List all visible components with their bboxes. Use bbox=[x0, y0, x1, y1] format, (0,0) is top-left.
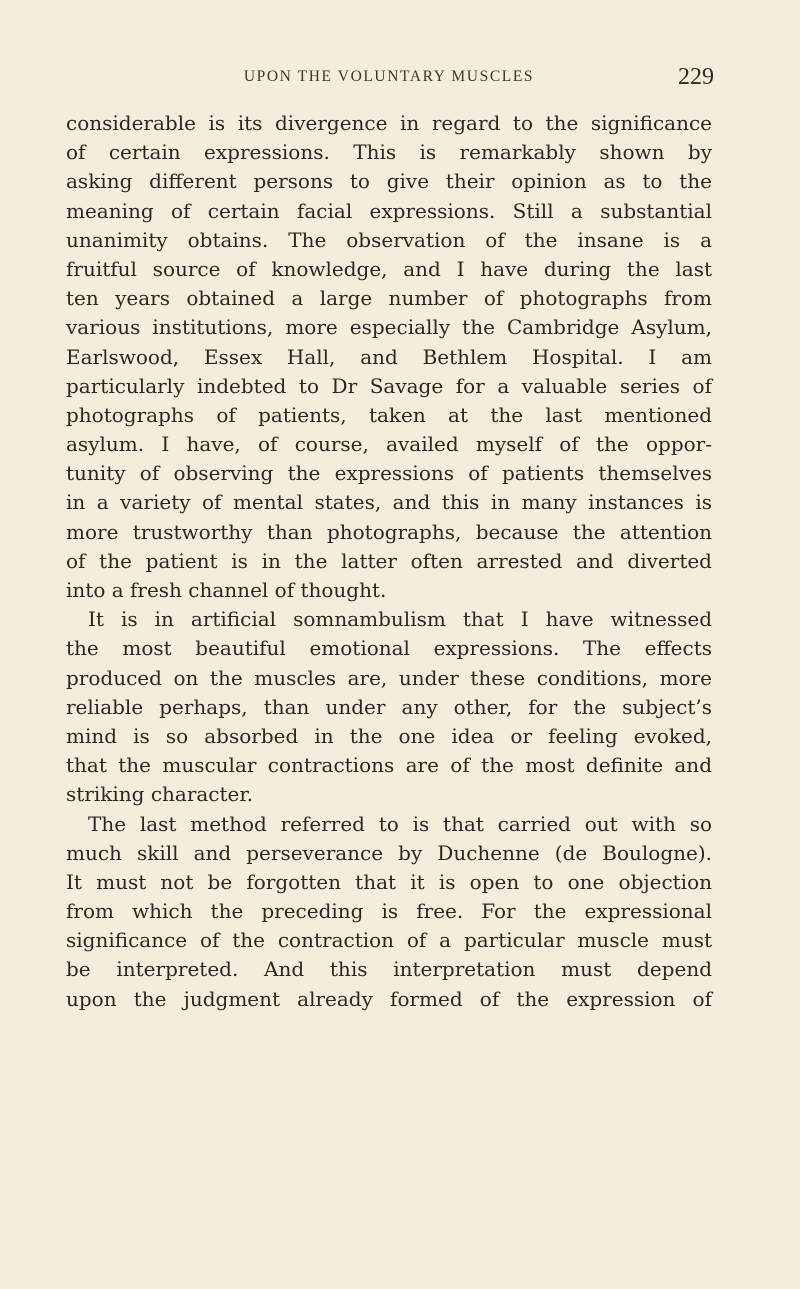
text-line: reliable perhaps, than under any other, for the subject’s bbox=[66, 694, 712, 719]
text-line: photographs of patients, taken at the last mentioned bbox=[66, 402, 712, 427]
text-line: much skill and perseverance by Duchenne (de Boulogne). bbox=[66, 840, 712, 865]
text-line-paragraph-end: into a fresh channel of thought. bbox=[66, 578, 387, 602]
text-line: more trustworthy than photographs, because the attention bbox=[66, 519, 712, 544]
text-line: of the patient is in the latter often arrested and diverted bbox=[66, 548, 712, 573]
text-line: upon the judgment already formed of the expression of bbox=[66, 986, 712, 1011]
text-line: particularly indebted to Dr Savage for a valuable series of bbox=[66, 373, 712, 398]
body-text bbox=[66, 109, 712, 1014]
text-line-paragraph-start: The last method referred to is that carried out with so bbox=[88, 811, 712, 836]
text-line: the most beautiful emotional expressions. The effects bbox=[66, 636, 712, 661]
text-line: considerable is its divergence in regard to the significance bbox=[66, 111, 712, 135]
page-number: 229 bbox=[678, 64, 714, 90]
text-line: mind is so absorbed in the one idea or feeling evoked, bbox=[66, 723, 712, 748]
text-line-paragraph-start: It is in artificial somnambulism that I have witnessed bbox=[88, 607, 712, 632]
running-title: UPON THE VOLUNTARY MUSCLES bbox=[243, 68, 535, 85]
text-line: Earlswood, Essex Hall, and Bethlem Hospital. I am bbox=[66, 344, 712, 369]
text-line: various institutions, more especially the Cambridge Asylum, bbox=[66, 315, 712, 340]
text-line: from which the preceding is free. For the expressional bbox=[66, 899, 712, 924]
text-line: significance of the contraction of a particular muscle must bbox=[66, 928, 712, 953]
text-line: tunity of observing the expressions of patients themselves bbox=[66, 461, 712, 486]
text-line: be interpreted. And this interpretation must depend bbox=[66, 957, 712, 982]
text-line: unanimity obtains. The observation of the insane is a bbox=[66, 227, 712, 252]
text-line: ten years obtained a large number of photographs from bbox=[66, 286, 712, 311]
text-line: asylum. I have, of course, availed myself of the oppor- bbox=[66, 432, 712, 457]
text-line: that the muscular contractions are of the most definite and bbox=[66, 753, 712, 778]
text-line-paragraph-end: striking character. bbox=[66, 782, 254, 807]
text-line: It must not be forgotten that it is open to one objection bbox=[66, 869, 712, 894]
text-line: of certain expressions. This is remarkably shown by bbox=[66, 140, 712, 165]
text-line: fruitful source of knowledge, and I have during the last bbox=[66, 256, 712, 281]
text-line: produced on the muscles are, under these conditions, more bbox=[66, 665, 712, 690]
text-line: in a variety of mental states, and this in many instances is bbox=[66, 490, 712, 515]
text-line: asking different persons to give their opinion as to the bbox=[66, 169, 712, 194]
text-line: meaning of certain facial expressions. Still a substantial bbox=[66, 198, 712, 223]
running-head bbox=[66, 64, 714, 98]
